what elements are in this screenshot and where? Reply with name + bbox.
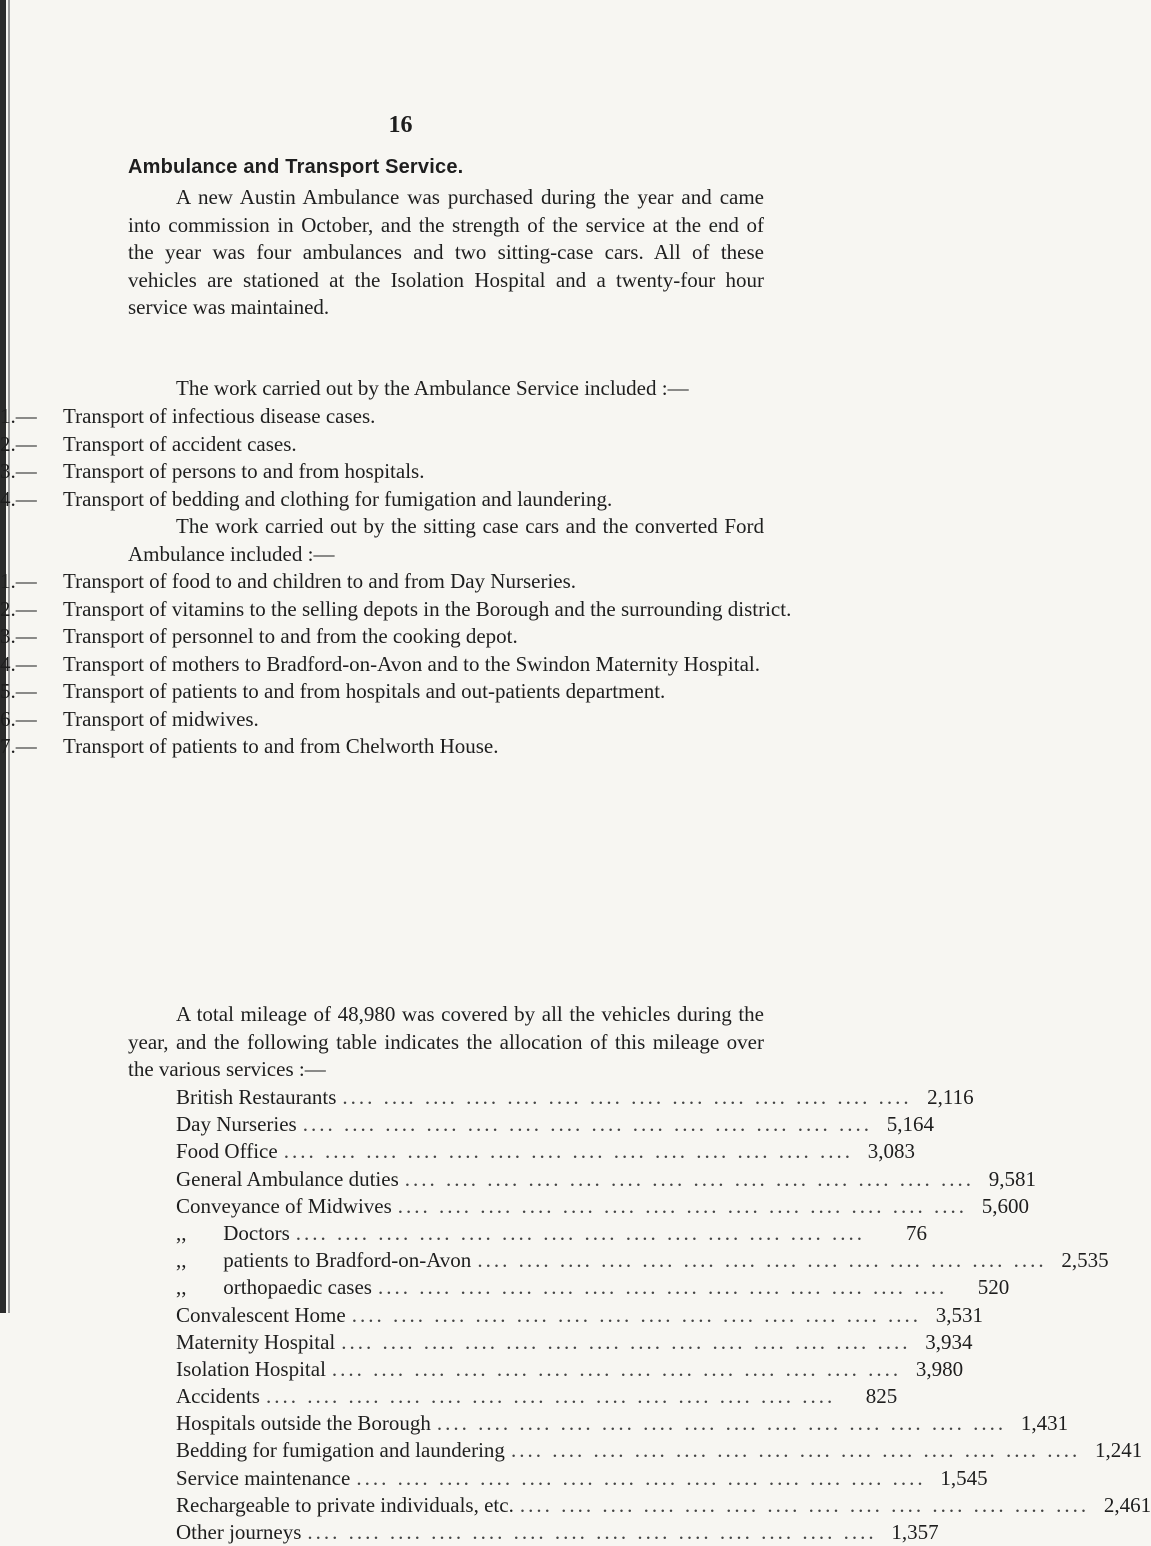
mileage-table [176,1084,1151,1546]
list-item-text: Transport of midwives. [63,706,259,731]
leader-dots: .... .... .... .... .... .... .... .... .... .... .... .... .... .... [404,1166,975,1191]
service-label: Food Office [176,1139,278,1164]
list-item [0,403,612,431]
mileage-value: 3,934 [925,1329,973,1354]
service-label: Isolation Hospital [176,1356,326,1381]
list-item [0,733,791,761]
table-row [176,1356,964,1383]
section-heading: Ambulance and Transport Service. [128,156,464,178]
mileage-value: 2,535 [1061,1248,1109,1273]
leader-dots: .... .... .... .... .... .... .... .... .... .... .... .... .... .... [477,1248,1047,1273]
service-label: Hospitals outside the Borough [176,1411,431,1436]
list-item-text: Transport of food to and children to and from Day Nurseries. [63,569,577,593]
list-item-text: Transport of patients to and from hospitals and out-patients department. [63,679,666,703]
service-label: ,, orthopaedic cases [176,1275,372,1300]
mileage-value: 520 [977,1275,1010,1300]
list-item-number: 4.— [0,486,37,511]
service-label: Rechargeable to private individuals, etc. [176,1492,514,1517]
service-label: Accidents [176,1384,260,1409]
sitting-case-paragraph: The work carried out by the sitting case cars and the converted Ford Ambulance included :— [128,514,764,566]
list-item [0,651,791,679]
leader-dots: .... .... .... .... .... .... .... .... .... .... .... .... .... .... [265,1384,836,1409]
list-item-number: 5.— [0,679,37,703]
list-item-number: 7.— [0,734,37,758]
mileage-value: 2,461 [1103,1492,1151,1517]
list-item-number: 6.— [0,706,37,731]
list-item-number: 3.— [0,459,37,483]
table-row [176,1383,898,1410]
list-item-text: Transport of personnel to and from the cooking depot. [63,624,518,648]
table-row [176,1166,1037,1193]
service-label: ,, Doctors [176,1220,290,1245]
leader-dots: .... .... .... .... .... .... .... .... .... .... .... .... .... .... [307,1520,877,1544]
mileage-value: 9,581 [988,1166,1037,1191]
list-item-text: Transport of vitamins to the selling depots in the Borough and the surrounding district. [63,596,792,621]
service-label: Conveyance of Midwives [176,1193,392,1218]
table-row [176,1302,983,1329]
leader-dots: .... .... .... .... .... .... .... .... .... .... .... .... .... .... [377,1275,948,1300]
table-row [176,1519,939,1546]
list-item [0,678,791,706]
leader-dots: .... .... .... .... .... .... .... .... .... .... .... .... .... .... [295,1220,865,1245]
list-item [0,431,612,459]
list-item-number: 2.— [0,596,37,621]
mileage-value: 1,357 [891,1520,939,1544]
table-row [176,1465,988,1492]
service-label: Other journeys [176,1520,302,1544]
table-row [176,1111,934,1138]
mileage-value: 2,116 [927,1085,974,1109]
table-row [176,1220,927,1247]
leader-dots: .... .... .... .... .... .... .... .... .... .... .... .... .... .... [331,1356,902,1381]
leader-dots: .... .... .... .... .... .... .... .... .... .... .... .... .... .... [342,1085,912,1109]
mileage-intro-paragraph: A total mileage of 48,980 was covered by all the vehicles during the year, and the following table indicates the allocation of this mileage over the various services :— [128,1002,764,1081]
leader-dots: .... .... .... .... .... .... .... .... .... .... .... .... .... .... [351,1302,921,1327]
mileage-value: 3,531 [935,1302,983,1327]
service-label: Convalescent Home [176,1302,346,1327]
service-label: Service maintenance [176,1465,351,1490]
ambulance-work-list [0,403,612,513]
service-label: ,, patients to Bradford-on-Avon [176,1248,472,1273]
list-item-text: Transport of patients to and from Chelworth House. [63,734,499,758]
leader-dots: .... .... .... .... .... .... .... .... .... .... .... .... .... .... [302,1112,872,1137]
leader-dots: .... .... .... .... .... .... .... .... .... .... .... .... .... .... [341,1329,911,1354]
mileage-value: 76 [906,1220,927,1245]
table-row [176,1247,1109,1274]
list-item [0,568,791,596]
table-row [176,1410,1069,1437]
mileage-value: 5,600 [981,1193,1030,1218]
list-item-number: 1.— [0,404,37,428]
mileage-value: 3,083 [867,1139,915,1164]
leader-dots: .... .... .... .... .... .... .... .... .... .... .... .... .... .... [356,1465,926,1490]
list-item-text: Transport of mothers to Bradford-on-Avon and to the Swindon Maternity Hospital. [63,651,760,676]
list-item [0,596,791,624]
table-row [176,1193,1030,1220]
list-item-number: 4.— [0,651,37,676]
service-label: Day Nurseries [176,1112,297,1137]
intro-paragraph: A new Austin Ambulance was purchased during the year and came into commission in October, and the strength of the service at the end of the year was four ambulances and two sitting-case cars. All of these vehicles are stationed at the Isolation Hospital and a twenty-four hour service was maintained. [128,185,764,319]
table-row [176,1437,1143,1464]
page-number: 16 [388,112,413,138]
list-item [0,623,791,651]
list-item-text: Transport of bedding and clothing for fumigation and laundering. [63,486,613,511]
leader-dots: .... .... .... .... .... .... .... .... .... .... .... .... .... .... [436,1411,1007,1436]
mileage-value: 5,164 [886,1112,934,1137]
service-label: Bedding for fumigation and laundering [176,1438,505,1463]
list-item [0,458,612,486]
service-label: British Restaurants [176,1085,337,1109]
service-label: General Ambulance duties [176,1166,399,1191]
mileage-value: 1,241 [1094,1438,1143,1463]
leader-dots: .... .... .... .... .... .... .... .... .... .... .... .... .... .... [283,1139,853,1164]
table-row [176,1329,973,1356]
mileage-value: 1,545 [940,1465,988,1490]
table-row [176,1492,1151,1519]
table-row [176,1138,915,1165]
leader-dots: .... .... .... .... .... .... .... .... .... .... .... .... .... .... [510,1438,1081,1463]
list-item-number: 2.— [0,431,37,456]
mileage-value: 1,431 [1020,1411,1069,1436]
service-label: Maternity Hospital [176,1329,336,1354]
list-item-number: 3.— [0,624,37,648]
ambulance-work-paragraph: The work carried out by the Ambulance Service included :— [176,376,689,400]
table-row [176,1084,974,1111]
list-item-number: 1.— [0,569,37,593]
list-item [0,706,791,734]
leader-dots: .... .... .... .... .... .... .... .... .... .... .... .... .... .... [397,1193,968,1218]
leader-dots: .... .... .... .... .... .... .... .... .... .... .... .... .... .... [519,1492,1090,1517]
list-item-text: Transport of accident cases. [63,431,297,456]
list-item-text: Transport of persons to and from hospitals. [63,459,425,483]
mileage-value: 825 [865,1384,898,1409]
sitting-case-work-list [0,568,791,761]
table-row [176,1274,1010,1301]
list-item [0,486,612,514]
mileage-value: 3,980 [915,1356,964,1381]
list-item-text: Transport of infectious disease cases. [63,404,376,428]
